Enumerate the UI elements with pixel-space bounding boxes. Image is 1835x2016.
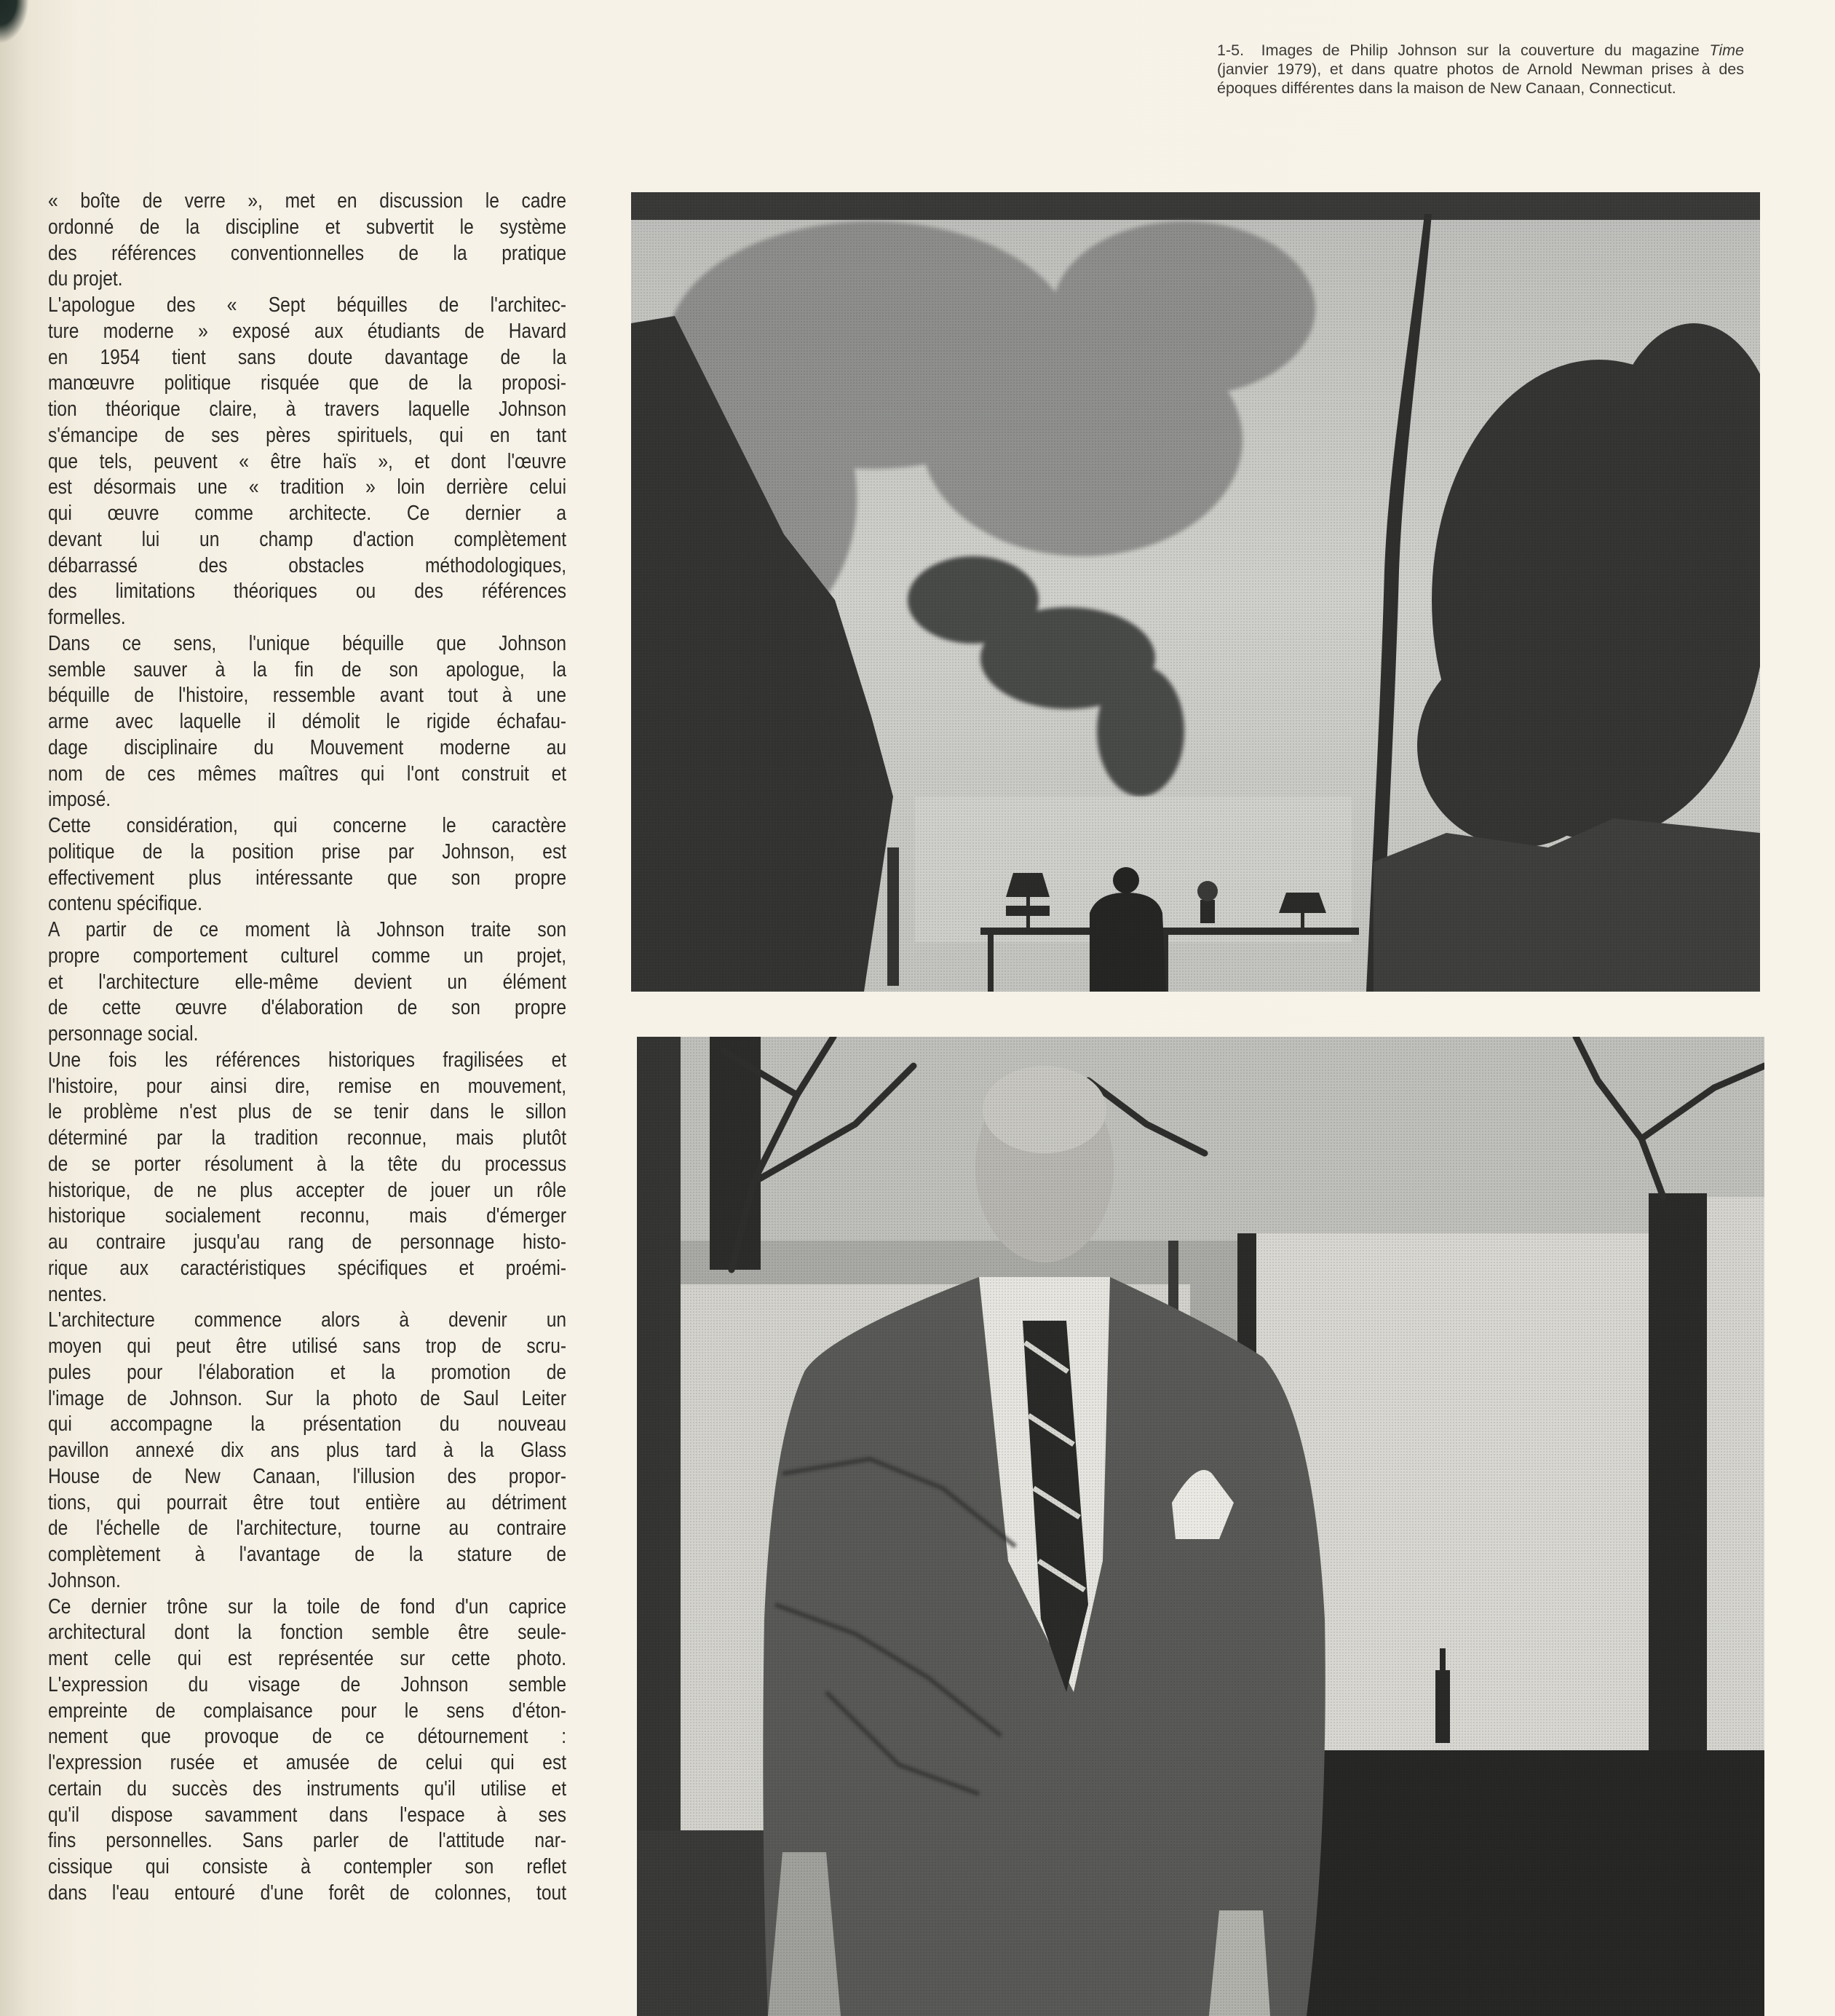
body-text-line: historique, de ne plus accepter de jouer un rôle xyxy=(48,1178,567,1202)
body-text-line: l'expression rusée et amusée de celui qui est xyxy=(48,1751,567,1774)
seated-figure-head xyxy=(1113,867,1139,893)
body-text-line: personnage social. xyxy=(48,1022,199,1045)
body-text-line: au contraire jusqu'au rang de personnage histo- xyxy=(48,1230,567,1254)
body-text-line: de l'échelle de l'architecture, tourne au contraire xyxy=(48,1517,567,1541)
body-text-line: est désormais une « tradition » loin derrière celui xyxy=(48,475,567,499)
body-text-line: dage disciplinaire du Mouvement moderne au xyxy=(48,735,567,759)
body-text-line: du projet. xyxy=(48,267,123,291)
body-text-column xyxy=(48,189,566,1907)
body-text-line: pules pour l'élaboration et la promotion de xyxy=(48,1360,567,1384)
body-text-line: nement que provoque de ce détournement : xyxy=(48,1725,567,1749)
body-text-line: contenu spécifique. xyxy=(48,892,202,916)
body-text-line: dans l'eau entouré d'une forêt de colonnes, tout xyxy=(48,1881,567,1905)
body-text-line: pavillon annexé dix ans plus tard à la Glass xyxy=(48,1439,567,1462)
body-text-line: que tels, peuvent « être haïs », et dont l'œuvre xyxy=(48,449,567,473)
body-text-line: historique socialement reconnu, mais d'émerger xyxy=(48,1204,567,1228)
body-text-line: s'émancipe de ses pères spirituels, qui en tant xyxy=(48,423,567,447)
body-text-line: en 1954 tient sans doute davantage de la xyxy=(48,345,567,369)
body-text-line: moyen qui peut être utilisé sans trop de scru- xyxy=(48,1335,567,1358)
body-text-line: cissique qui consiste à contempler son reflet xyxy=(48,1855,567,1878)
figure-caption xyxy=(1217,41,1744,98)
body-text-line: L'apologue des « Sept béquilles de l'architec- xyxy=(48,293,567,317)
body-text-line: ture moderne » exposé aux étudiants de Havard xyxy=(48,319,567,343)
body-text-line: devant lui un champ d'action complètement xyxy=(48,527,567,551)
body-text-line: L'expression du visage de Johnson semble xyxy=(48,1672,567,1696)
body-text-line: rique aux caractéristiques spécifiques et proémi- xyxy=(48,1256,567,1280)
body-text-line: certain du succès des instruments qu'il utilise et xyxy=(48,1776,567,1800)
body-text-line: nentes. xyxy=(48,1282,107,1306)
body-text-line: tion théorique claire, à travers laquelle Johnson xyxy=(48,398,567,421)
body-text-line: nom de ces mêmes maîtres qui l'ont construit et xyxy=(48,762,567,786)
body-text-line: de se porter résolument à la tête du processus xyxy=(48,1152,567,1176)
body-text-line: l'image de Johnson. Sur la photo de Saul Leiter xyxy=(48,1386,567,1410)
body-text-line: qui œuvre comme architecte. Ce dernier a xyxy=(48,502,567,525)
body-text-line: béquille de l'histoire, ressemble avant tout à une xyxy=(48,684,567,708)
caption-text-start: Images de Philip Johnson sur la couverture du magazine xyxy=(1261,41,1700,59)
body-text-line: déterminé par la tradition reconnue, mais plutôt xyxy=(48,1126,567,1150)
body-text-line: empreinte de complaisance pour le sens d'éton- xyxy=(48,1699,567,1723)
body-text-line: Ce dernier trône sur la toile de fond d'un caprice xyxy=(48,1594,567,1618)
body-text-line: le problème n'est plus de se tenir dans le sillon xyxy=(48,1100,567,1124)
body-text-line: tions, qui pourrait être tout entière au détriment xyxy=(48,1490,567,1514)
body-text-line: manœuvre politique risquée que de la proposi- xyxy=(48,371,567,395)
desk xyxy=(980,928,1359,935)
spine-shadow xyxy=(0,0,29,44)
body-text-line: architectural dont la fonction semble être seule- xyxy=(48,1621,567,1645)
wine-bottle xyxy=(1435,1670,1450,1743)
column-right xyxy=(1649,1193,1707,1754)
body-text-line: Dans ce sens, l'unique béquille que Johnson xyxy=(48,631,567,655)
body-text-line: Une fois les références historiques fragilisées et xyxy=(48,1048,567,1072)
body-text-line: semble sauver à la fin de son apologue, la xyxy=(48,657,567,681)
body-text-line: complètement à l'avantage de la stature de xyxy=(48,1543,567,1566)
body-text-line: effectivement plus intéressante que son propre xyxy=(48,866,567,890)
body-text-line: arme avec laquelle il démolit le rigide échafau- xyxy=(48,710,567,733)
caption-number: 1-5. xyxy=(1217,41,1245,59)
body-text-line: qui accompagne la présentation du nouveau xyxy=(48,1412,567,1436)
body-text-line: Johnson. xyxy=(48,1568,121,1592)
body-text-line: débarrassé des obstacles méthodologiques, xyxy=(48,553,567,577)
body-text-line: imposé. xyxy=(48,788,111,812)
body-text-line: A partir de ce moment là Johnson traite son xyxy=(48,918,567,941)
body-text-line: de cette œuvre d'élaboration de son propre xyxy=(48,996,567,1020)
body-text-line: des références conventionnelles de la pratique xyxy=(48,241,567,265)
body-text-line: House de New Canaan, l'illusion des propor- xyxy=(48,1464,567,1488)
seated-figure xyxy=(1090,893,1166,992)
photo-top-image xyxy=(631,192,1760,992)
desk-lamp xyxy=(1006,873,1050,897)
body-text-line: fins personnelles. Sans parler de l'attitude nar- xyxy=(48,1829,567,1853)
photo-bottom-image xyxy=(637,1037,1764,2016)
body-text-line: propre comportement culturel comme un projet, xyxy=(48,944,567,968)
body-text-line: ment celle qui est représentée sur cette photo. xyxy=(48,1647,567,1670)
body-text-line: qu'il dispose savamment dans l'espace à ses xyxy=(48,1803,567,1827)
body-text-line: des limitations théoriques ou des références xyxy=(48,580,567,604)
body-text-line: Cette considération, qui concerne le caractère xyxy=(48,814,567,837)
caption-text-end: (janvier 1979), et dans quatre photos de Arnold Newman prises à des époques différentes dans la maison de New Canaan, Connecticut. xyxy=(1217,60,1744,97)
body-text-line: politique de la position prise par Johnson, est xyxy=(48,839,567,863)
body-text-line: ordonné de la discipline et subvertit le système xyxy=(48,215,567,239)
photo-glass-house-interior xyxy=(631,192,1760,992)
body-text-line: l'histoire, pour ainsi dire, remise en mouvement, xyxy=(48,1074,567,1098)
body-text-line: et l'architecture elle-même devient un élément xyxy=(48,970,567,994)
body-text-line: formelles. xyxy=(48,606,126,629)
photo-johnson-portrait xyxy=(637,1037,1764,2016)
body-text-line: « boîte de verre », met en discussion le cadre xyxy=(48,189,567,213)
caption-magazine-title: Time xyxy=(1709,41,1744,59)
ceiling-band xyxy=(631,192,1760,220)
body-text-line: L'architecture commence alors à devenir un xyxy=(48,1308,567,1332)
